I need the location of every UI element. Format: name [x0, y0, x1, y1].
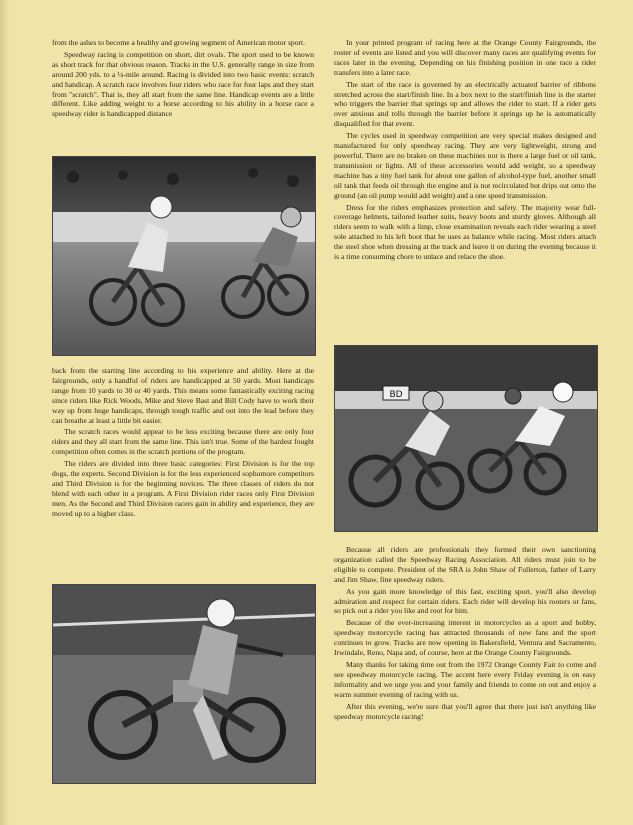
- right-column-text-bottom: [334, 545, 596, 723]
- paragraph: As you gain more knowledge of this fast, exciting sport, you'll also develop admiration and respect for certain riders. Each rider will develop his rooters or fans, so pick out a rider you like and root for him.: [334, 586, 596, 616]
- paragraph: The riders are divided into three basic categories: First Division is for the top dogs, the experts. Second Division is for the less experienced sophomore competitors and Third Division is for the beginning novices. The three classes of riders do not blend with each other in a program. A First Division rider races only First Division men. As the Second and Third Division racers gain in ability and experience, they are moved up to a higher class.: [52, 459, 314, 518]
- paragraph: The start of the race is governed by an electrically actuated barrier of ribbons stretched across the start/finish line. In a box next to the start/finish line is the starter who triggers the barrier that springs up and allows the rider to start. If a rider gets over anxious and rolls through the barrier before it springs up he is automatically disqualified for that event.: [334, 79, 596, 129]
- left-column-text-middle: [52, 366, 314, 521]
- paragraph: back from the starting line according to his experience and ability. Here at the fairgrounds, only a handful of riders are handicapped at 50 yards. Most handicaps range from 10 yards to 30 or 40 yards. This means some fantastically exciting racing since riders like Rick Woods, Mike and Steve Bast and Bill Cody have to work their way up from huge handicaps, through tough traffic and out into the lead before they can breathe at least a little bit easier.: [52, 366, 314, 425]
- paragraph: The scratch races would appear to be less exciting because there are only four riders and they all start from the same line. This isn't true. Some of the hardest fought competition often comes in the scratch portions of the program.: [52, 427, 314, 457]
- paragraph: Many thanks for taking time out from the 1972 Orange County Fair to come and see speedway motorcycle racing. The accent here every Friday evening is on easy informality and we urge you and your family and friends to come on out and enjoy a warm summer evening of racing with us.: [334, 659, 596, 699]
- paragraph: The cycles used in speedway competition are very special makes designed and manufactured for only speedway racing. They are very lightweight, strong and powerful. There are no brakes on these machines nor is there a large fuel or oil tank, transmission or lights. All of these accessories would add weight, so a speedway machine has a tiny fuel tank for about one gallon of alcohol-type fuel, another small oil tank that feeds oil through the engine and is not recirculated but drips out onto the ground (an oil pump would add weight) and a one speed transmission.: [334, 131, 596, 200]
- paragraph: Because of the ever-increasing interest in motorcycles as a sport and hobby, speedway motorcycle racing has attracted thousands of new fans and the sport continues to grow. Tracks are now opening in Bakersfield, Ventura and Sacramento, Irwindale, Reno, Napa and, of course, here at the Orange County Fairgrounds.: [334, 618, 596, 658]
- photo-single-rider-cornering: [52, 584, 316, 784]
- track-sign-text: BD: [389, 390, 403, 400]
- photo-two-riders-racing: [52, 156, 316, 356]
- paragraph: Because all riders are professionals they formed their own sanctioning organization called the Speedway Racing Association. All riders must join to be eligible to compete. President of the SRA is John Shaw of Fullerton, father of Larry and Jim Shaw, fine speedway riders.: [334, 545, 596, 584]
- paragraph: In your printed program of racing here at the Orange County Fairgrounds, the roster of events are listed and you will discover many races are qualifying events for races later in the evening. Depending on his finishing position in one race a rider transfers into a later race.: [334, 38, 596, 77]
- photo-riders-at-start: [334, 345, 598, 532]
- right-column-text-top: [334, 38, 596, 264]
- left-column-text-top: [52, 38, 314, 121]
- page-fold-shadow: [0, 0, 10, 825]
- paragraph: Dress for the riders emphasizes protection and safety. The majority wear full-coverage helmets, tailored leather suits, heavy boots and sturdy gloves. Although all riders seem to walk with a limp, close examination reveals each rider wearing a steel sole attached to his left boot that he uses as balance while racing. Most riders attach the steel shoe when dressing at the track and leave it on during the evening because it is a time consuming chore to unlace and relace the shoe.: [334, 202, 596, 262]
- paragraph: Speedway racing is competition on short, dirt ovals. The sport used to be known as short track for that obvious reason. Tracks in the U.S. generally range in size from around 200 yds. to a ¼-mile around. Racing is divided into two basic events: scratch and handicap. A scratch race involves four riders who race for four laps and they start from "scratch". That is, they all start from the same line. Handicap events are a little different. Like adding weight to a horse according to his ability in a horse race a speedway rider is handicapped distance: [52, 49, 314, 119]
- paragraph: from the ashes to become a healthy and growing segment of American motor sport.: [52, 38, 306, 47]
- paragraph: After this evening, we're sure that you'll agree that there just isn't anything like speedway motorcycle racing!: [334, 701, 596, 721]
